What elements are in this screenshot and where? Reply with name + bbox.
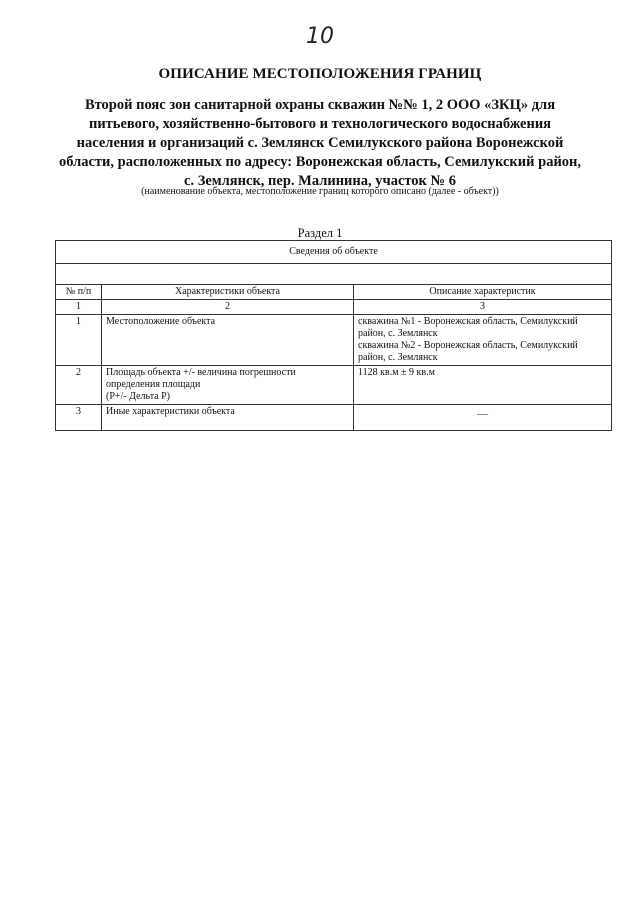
- description-line: скважина №1 - Воронежская область, Семилукский: [358, 316, 578, 327]
- header-cell-characteristic: Характеристики объекта: [102, 285, 354, 300]
- subject-line: области, расположенных по адресу: Воронежская область, Семилукский район,: [58, 154, 582, 170]
- row-description: [354, 405, 612, 431]
- row-number: 3: [56, 405, 102, 431]
- characteristic-line: Площадь объекта +/- величина погрешности: [106, 367, 296, 378]
- row-characteristic: Местоположение объекта: [102, 315, 354, 366]
- header-cell-description: Описание характеристик: [354, 285, 612, 300]
- row-number: 1: [56, 315, 102, 366]
- subject-line: питьевого, хозяйственно-бытового и технологического водоснабжения: [88, 116, 552, 132]
- subject-line: с. Землянск, пер. Малинина, участок № 6: [184, 173, 456, 189]
- description-line: район, с. Землянск: [358, 328, 438, 339]
- table-caption: Сведения об объекте: [56, 241, 612, 264]
- characteristic-line: определения площади: [106, 379, 201, 390]
- row-description: 1128 кв.м ± 9 кв.м: [354, 366, 612, 405]
- subject-line: населения и организаций с. Землянск Семилукского района Воронежской: [76, 135, 564, 151]
- object-info-table: [55, 240, 612, 431]
- document-title: ОПИСАНИЕ МЕСТОПОЛОЖЕНИЯ ГРАНИЦ: [158, 66, 482, 82]
- table-row: [56, 366, 612, 405]
- row-characteristic: Иные характеристики объекта: [102, 405, 354, 431]
- characteristic-line: (Р+/- Дельта Р): [106, 391, 171, 402]
- empty-value-dash: —: [477, 408, 488, 420]
- header-cell-number: № п/п: [56, 285, 102, 300]
- description-line: район, с. Землянск: [358, 352, 438, 363]
- column-numbering-row: [56, 300, 612, 315]
- table-row: [56, 315, 612, 366]
- table-row: [56, 405, 612, 431]
- row-description: [354, 315, 612, 366]
- description-line: скважина №2 - Воронежская область, Семилукский: [358, 340, 578, 351]
- row-characteristic: [102, 366, 354, 405]
- column-number: 2: [102, 300, 354, 315]
- row-number: 2: [56, 366, 102, 405]
- table-header-row: [56, 285, 612, 300]
- table-spacer-row: [56, 264, 612, 285]
- section-title: Раздел 1: [297, 226, 343, 240]
- column-number: 3: [354, 300, 612, 315]
- object-subject: [40, 96, 600, 191]
- column-number: 1: [56, 300, 102, 315]
- subject-line: Второй пояс зон санитарной охраны скважин №№ 1, 2 ООО «ЗКЦ» для: [84, 97, 556, 113]
- subject-note: (наименование объекта, местоположение границ которого описано (далее - объект)): [141, 186, 499, 197]
- page-number: 10: [306, 24, 334, 49]
